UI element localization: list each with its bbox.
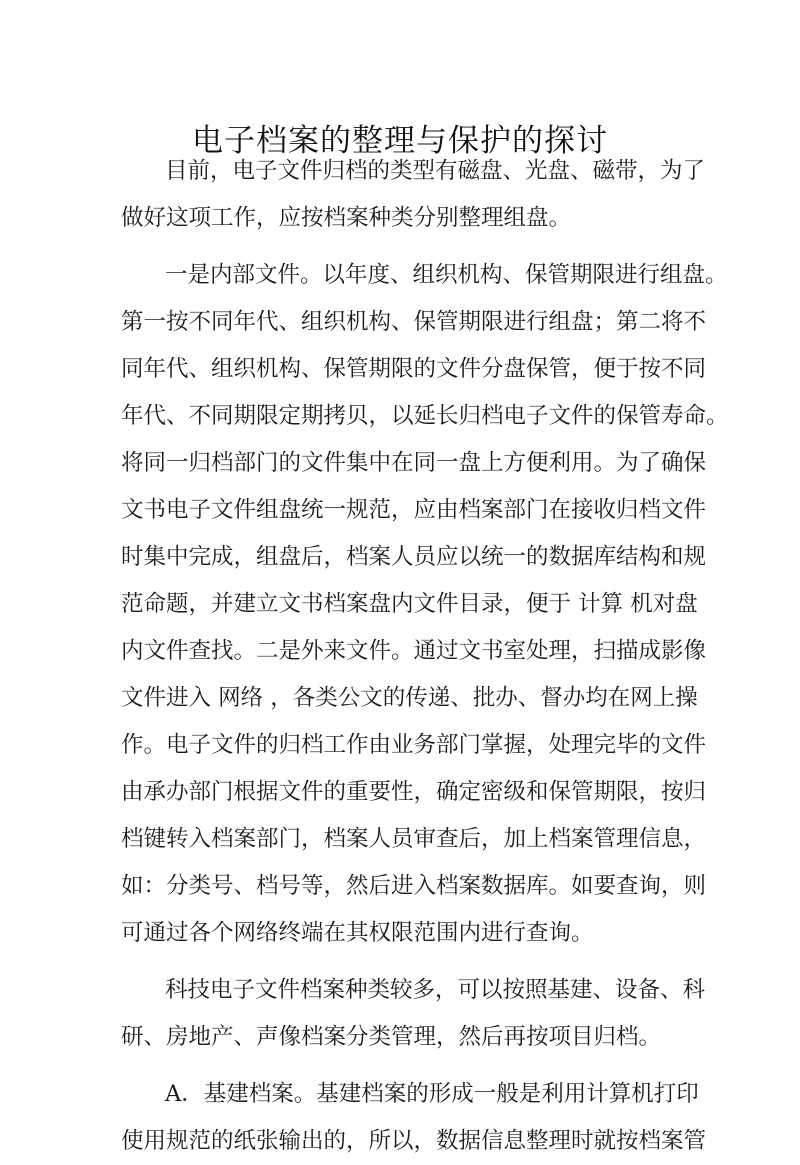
text-line: 时集中完成，组盘后，档案人员应以统一的数据库结构和规 — [121, 544, 707, 570]
paragraph-3 — [121, 967, 706, 1061]
text-line: 使用规范的纸张输出的，所以，数据信息整理时就按档案管 — [121, 1128, 707, 1154]
text-line: 第一按不同年代、组织机构、保管期限进行组盘；第二将不 — [121, 309, 707, 335]
text-line: 科技电子文件档案种类较多，可以按照基建、设备、科 — [165, 977, 706, 1003]
text-line: 同年代、组织机构、保管期限的文件分盘保管，便于按不同 — [121, 356, 707, 382]
text-line: 内文件查找。二是外来文件。通过文书室处理，扫描成影像 — [121, 638, 707, 664]
paragraph-2 — [121, 252, 729, 957]
text-line: A．基建档案。基建档案的形成一般是利用计算机打印 — [165, 1081, 699, 1107]
document-title: 电子档案的整理与保护的探讨 — [192, 122, 608, 159]
paragraph-4 — [121, 1071, 707, 1165]
text-line: 文书电子文件组盘统一规范，应由档案部门在接收归档文件 — [121, 497, 707, 523]
text-line: 做好这项工作，应按档案种类分别整理组盘。 — [121, 205, 572, 231]
text-line: 档键转入档案部门，档案人员审查后，加上档案管理信息， — [121, 826, 707, 852]
text-line: 如：分类号、档号等，然后进入档案数据库。如要查询，则 — [121, 873, 707, 899]
text-line: 由承办部门根据文件的重要性，确定密级和保管期限，按归 — [121, 779, 707, 805]
text-line: 范命题，并建立文书档案盘内文件目录，便于 计算 机对盘 — [121, 591, 698, 617]
text-line: 作。电子文件的归档工作由业务部门掌握，处理完毕的文件 — [121, 732, 707, 758]
paragraph-1 — [121, 148, 706, 242]
text-line: 将同一归档部门的文件集中在同一盘上方便利用。为了确保 — [121, 450, 707, 476]
text-line: 研、房地产、声像档案分类管理，然后再按项目归档。 — [121, 1024, 662, 1050]
text-line: 文件进入 网络 ，各类公文的传递、批办、督办均在网上操 — [121, 685, 698, 711]
text-line: 年代、不同期限定期拷贝，以延长归档电子文件的保管寿命。 — [121, 403, 729, 429]
document-body — [121, 148, 729, 1165]
text-line: 可通过各个网络终端在其权限范围内进行查询。 — [121, 920, 594, 946]
text-line: 一是内部文件。以年度、组织机构、保管期限进行组盘。 — [165, 262, 728, 288]
text-line: 目前，电子文件归档的类型有磁盘、光盘、磁带，为了 — [165, 158, 706, 184]
